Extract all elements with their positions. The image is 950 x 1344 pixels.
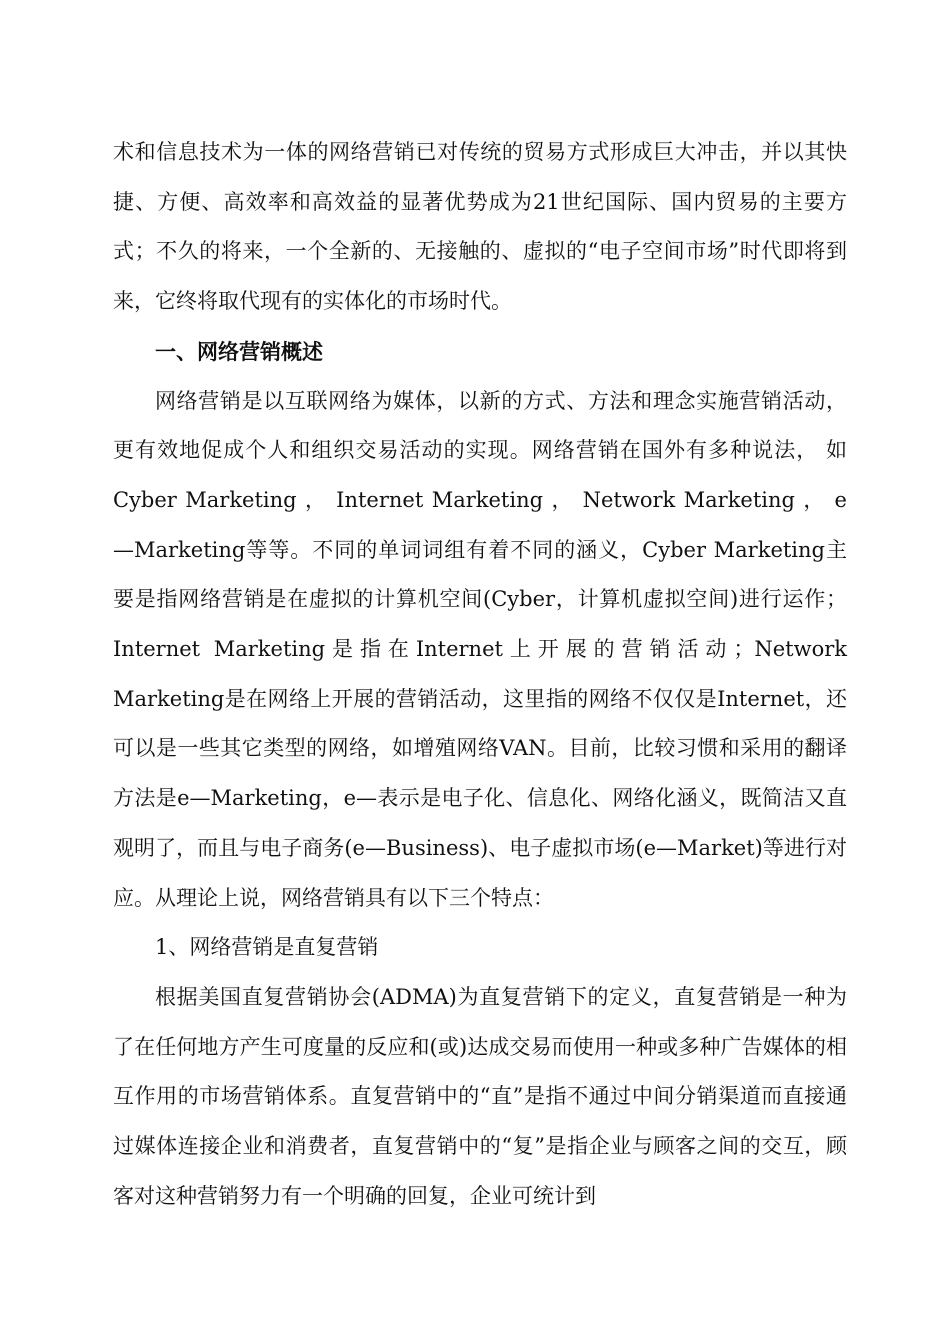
section-heading: 一、网络营销概述 — [155, 338, 323, 364]
direct-marketing-paragraph: 根据美国直复营销协会(ADMA)为直复营销下的定义，直复营销是一种为了在任何地方产生可度量的反应和(或)达成交易而使用一种或多种广告媒体的相互作用的市场营销体系。直复营销中的“直”是指不通过中间分销渠道而直接通过媒体连接企业和消费者，直复营销中的“复”是指企业与顾客之间的交互，顾客对这种营销努力有一个明确的回复，企业可统计到 — [113, 984, 847, 1208]
subheading-direct-marketing: 1、网络营销是直复营销 — [155, 935, 379, 960]
document-page — [113, 128, 847, 1221]
definition-paragraph: 网络营销是以互联网络为媒体，以新的方式、方法和理念实施营销活动，更有效地促成个人和组织交易活动的实现。网络营销在国外有多种说法， 如 Cyber Marketing ， Internet Marketing ， Network Marketing ， e—Marketing等等。不同的单词词组有着不同的涵义，Cyber Marketing主要是指网络营销是在虚拟的计算机空间(Cyber，计算机虚拟空间)进行运作；Internet Marketing是指在Internet上开展的营销活动；Network Marketing是在网络上开展的营销活动，这里指的网络不仅仅是Internet，还可以是一些其它类型的网络，如增殖网络VAN。目前，比较习惯和采用的翻译方法是e—Marketing，e—表示是电子化、信息化、网络化涵义，既简洁又直观明了，而且与电子商务(e—Business)、电子虚拟市场(e—Market)等进行对应。从理论上说，网络营销具有以下三个特点： — [113, 388, 847, 910]
intro-paragraph: 术和信息技术为一体的网络营销已对传统的贸易方式形成巨大冲击，并以其快捷、方便、高效率和高效益的显著优势成为21世纪国际、国内贸易的主要方式；不久的将来，一个全新的、无接触的、虚拟的“电子空间市场”时代即将到来，它终将取代现有的实体化的市场时代。 — [113, 140, 847, 314]
